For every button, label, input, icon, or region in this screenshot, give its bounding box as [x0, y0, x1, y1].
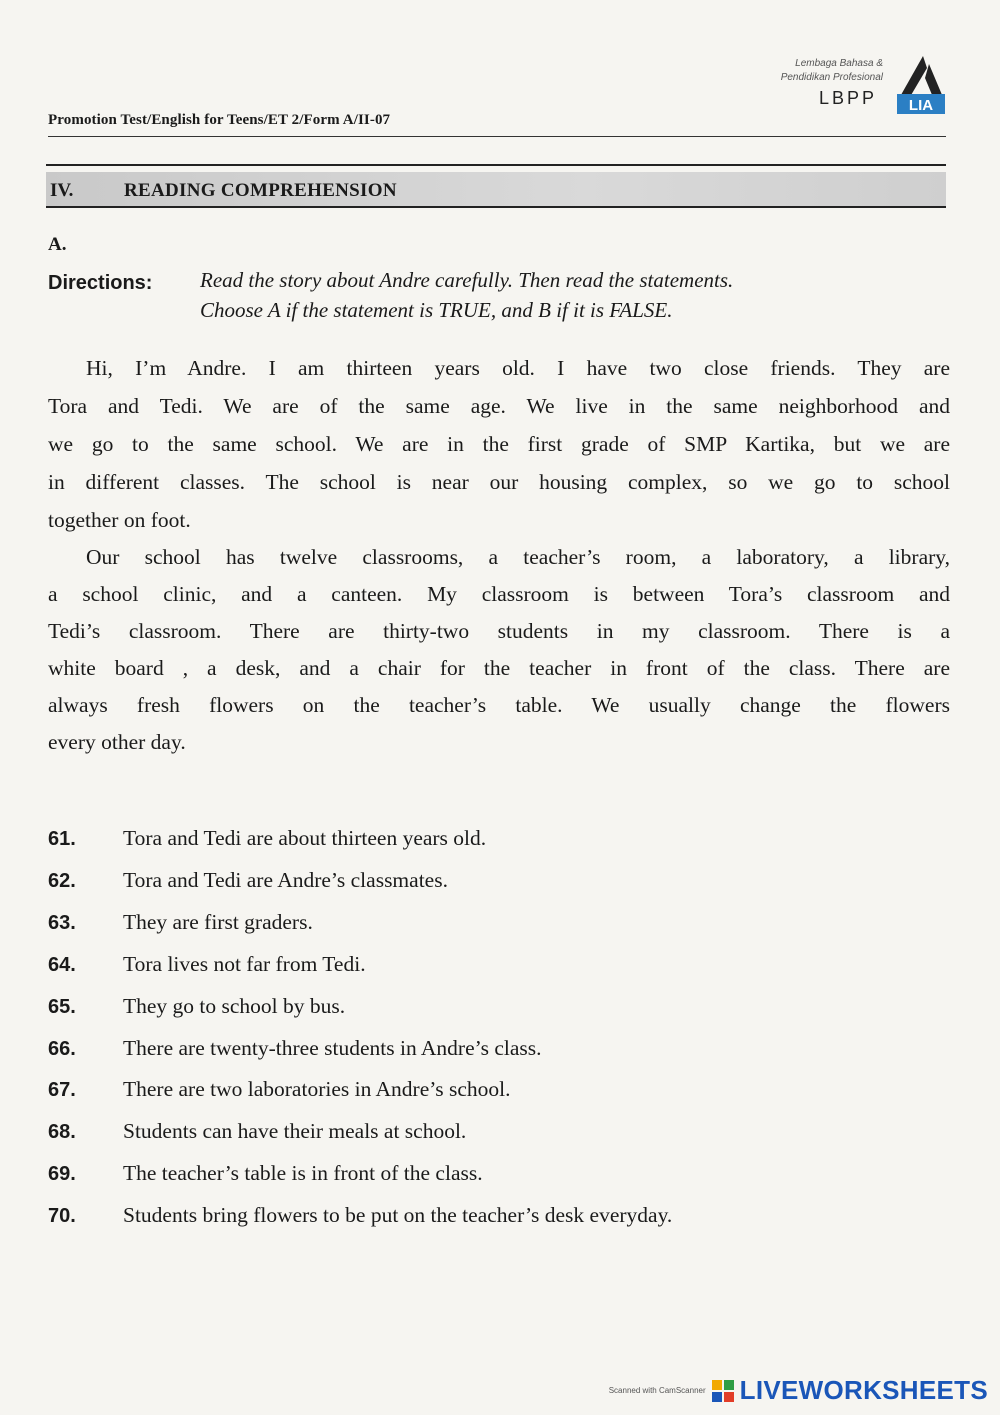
story-line: Tora and Tedi. We are of the same age. We live in the same neighborhood and	[48, 394, 950, 418]
question-text: Tora lives not far from Tedi.	[123, 952, 366, 976]
logo-line2: Pendidikan Profesional	[780, 72, 883, 83]
question-63	[48, 910, 313, 935]
question-70	[48, 1203, 672, 1228]
directions-line-1: Read the story about Andre carefully. Then read the statements.	[200, 268, 734, 292]
liveworksheets-brand: LIVEWORKSHEETS	[739, 1375, 988, 1405]
question-number: 65.	[48, 996, 76, 1018]
logo-mark-text: LIA	[908, 97, 934, 114]
logo-line1: Lembaga Bahasa &	[795, 58, 883, 69]
question-text: Tora and Tedi are Andre’s classmates.	[123, 868, 448, 892]
question-text: The teacher’s table is in front of the class.	[123, 1161, 483, 1185]
question-68	[48, 1119, 466, 1144]
form-code: Promotion Test/English for Teens/ET 2/Form A/II-07	[48, 112, 391, 128]
header-rule	[48, 136, 946, 137]
question-number: 62.	[48, 870, 76, 892]
question-61	[48, 826, 486, 851]
question-number: 66.	[48, 1038, 76, 1060]
question-65	[48, 994, 345, 1019]
question-text: They go to school by bus.	[123, 994, 346, 1018]
directions-line-2	[200, 298, 673, 323]
scanned-with-text: Scanned with CamScanner	[608, 1386, 706, 1395]
question-67	[48, 1077, 510, 1102]
directions-label: Directions:	[48, 272, 153, 294]
question-number: 69.	[48, 1163, 76, 1185]
question-text: Tora and Tedi are about thirteen years old.	[123, 826, 487, 850]
question-text: There are two laboratories in Andre’s school.	[123, 1077, 511, 1101]
story-line: always fresh flowers on the teacher’s table. We usually change the flowers	[48, 693, 950, 717]
lbpp-lia-logo	[745, 54, 945, 124]
directions-line-2-text: Choose A if the statement is TRUE, and B if it is FALSE.	[200, 298, 673, 322]
part-label: A.	[48, 234, 67, 255]
question-number: 64.	[48, 954, 76, 976]
story-line: Tedi’s classroom. There are thirty-two students in my classroom. There is a	[48, 619, 950, 643]
question-text: There are twenty-three students in Andre’s class.	[123, 1036, 542, 1060]
story-line: every other day.	[48, 730, 186, 754]
question-text: Students bring flowers to be put on the teacher’s desk everyday.	[123, 1203, 673, 1227]
question-number: 68.	[48, 1121, 76, 1143]
story-line: white board , a desk, and a chair for the teacher in front of the class. There are	[48, 656, 950, 680]
liveworksheets-logo-icon	[712, 1380, 734, 1402]
question-62	[48, 868, 448, 893]
lia-logo-icon	[883, 54, 945, 116]
section-rule	[46, 164, 946, 166]
question-number: 70.	[48, 1205, 76, 1227]
question-64	[48, 952, 366, 977]
section-title: READING COMPREHENSION	[124, 180, 397, 201]
liveworksheets-footer	[609, 1375, 988, 1409]
question-text: They are first graders.	[123, 910, 313, 934]
story-line: Hi, I’m Andre. I am thirteen years old. I have two close friends. They are	[86, 356, 950, 380]
question-text: Students can have their meals at school.	[123, 1119, 467, 1143]
story-line: Our school has twelve classrooms, a teacher’s room, a laboratory, a library,	[86, 545, 950, 569]
story-line: together on foot.	[48, 508, 191, 532]
story-line: in different classes. The school is near our housing complex, so we go to school	[48, 470, 950, 494]
story-line: a school clinic, and a canteen. My classroom is between Tora’s classroom and	[48, 582, 950, 606]
question-66	[48, 1036, 542, 1061]
question-69	[48, 1161, 483, 1186]
logo-lbpp: LBPP	[818, 88, 877, 108]
question-number: 61.	[48, 828, 76, 850]
question-number: 67.	[48, 1079, 76, 1101]
section-number: IV.	[50, 180, 74, 201]
section-heading	[46, 172, 946, 208]
story-line: we go to the same school. We are in the first grade of SMP Kartika, but we are	[48, 432, 950, 456]
question-number: 63.	[48, 912, 76, 934]
